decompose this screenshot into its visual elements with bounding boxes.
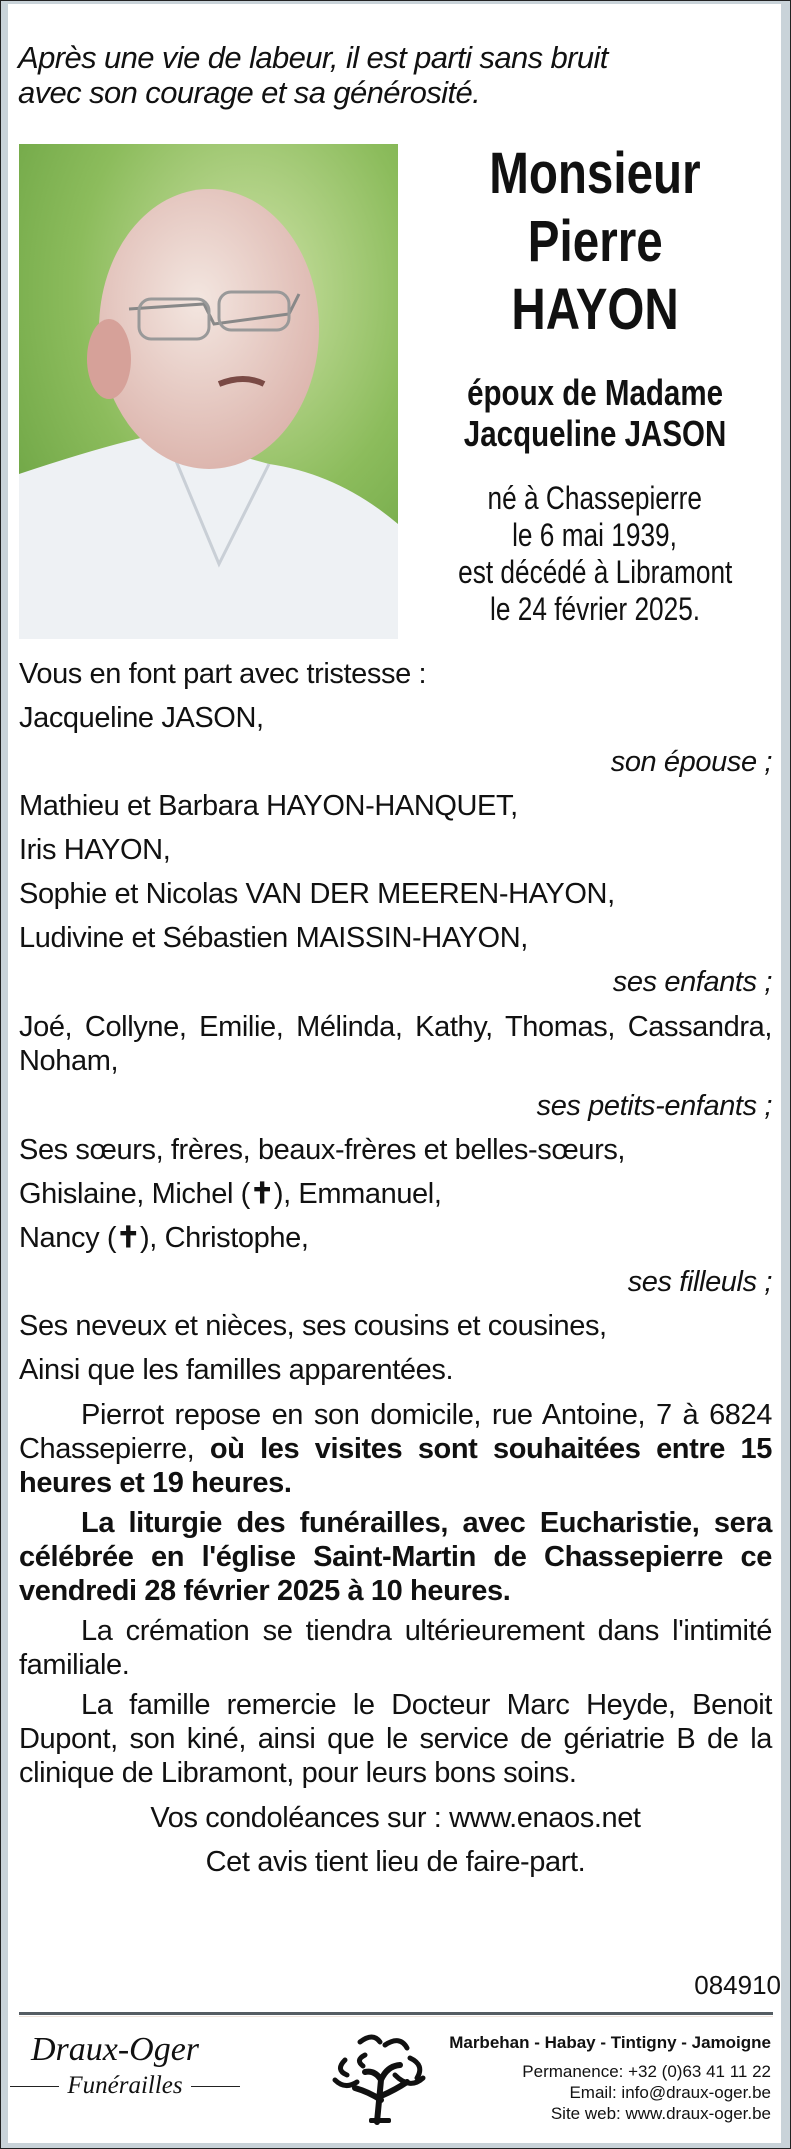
notice-body [19,652,772,1884]
deceased-title: Monsieur [489,141,701,206]
deceased-first-name: Pierre [527,209,663,274]
visit-paragraph [19,1398,772,1500]
website: Site web: www.draux-oger.be [550,2104,771,2123]
liturgy-paragraph: La liturgie des funérailles, avec Eucharistie, sera célébrée en l'église Saint-Martin de Chassepierre ce vendredi 28 février 2025 à 10 heures. [19,1507,772,1607]
text: Nancy ( [19,1222,117,1254]
text: ), Emmanuel, [273,1178,442,1210]
text: Pierrot repose en son domicile, rue Antoine, 7 à 6824 Chassepierre, [19,1399,772,1465]
child-entry: Mathieu et Barbara HAYON-HANQUET, [19,790,518,822]
child-entry: Iris HAYON, [19,834,171,866]
relation-label: ses filleuls ; [627,1266,772,1298]
relation-label: ses enfants ; [612,966,772,998]
child-entry: Sophie et Nicolas VAN DER MEEREN-HAYON, [19,878,615,910]
birth-line: né à Chassepierre [487,480,703,516]
visit-hours: où les visites sont souhaitées entre 15 heures et 19 heures. [19,1433,772,1499]
brand-name: Draux-Oger [30,2031,200,2068]
deceased-last-name: HAYON [511,277,679,342]
reference-number: 084910 [694,1970,781,2000]
brand-subtitle: Funérailles [67,2072,183,2099]
locations: Marbehan - Habay - Tintigny - Jamoigne [449,2033,771,2052]
cross-icon: ✝ [116,1222,141,1254]
godchildren-line [19,1216,772,1260]
email: Email: info@draux-oger.be [569,2083,771,2102]
intro-line: avec son courage et sa générosité. [18,75,481,110]
intro-line: Après une vie de labeur, il est parti sans bruit [18,40,608,75]
tree-icon [325,2030,435,2125]
godchildren-line [19,1172,772,1216]
thanks-paragraph: La famille remercie le Docteur Marc Heyde, Benoit Dupont, son kiné, ainsi que le service de gériatrie B de la clinique de Libramont, pour leurs bons soins. [19,1689,772,1789]
relation-label: ses petits-enfants ; [536,1090,772,1122]
condolences-line: Vos condoléances sur : www.enaos.net [150,1802,641,1834]
relatives-entry: Ainsi que les familles apparentées. [19,1354,454,1386]
spouse-name: Jacqueline JASON, [19,702,264,734]
birth-line: le 24 février 2025. [489,591,701,627]
spouse-line: Jacqueline JASON [463,413,727,454]
grandchildren-list: Joé, Collyne, Emilie, Mélinda, Kathy, Thomas, Cassandra, Noham, [19,1011,772,1077]
birth-line: le 6 mai 1939, [512,517,678,553]
footer-divider-shadow [19,2016,773,2017]
divider [191,2086,240,2087]
divider [10,2086,59,2087]
intro-quote [18,40,608,110]
birth-line: est décédé à Libramont [457,554,733,590]
footer-divider [19,2012,773,2015]
child-entry: Ludivine et Sébastien MAISSIN-HAYON, [19,922,528,954]
funeral-home-contact [449,2032,771,2124]
text: ), Christophe, [140,1222,309,1254]
faire-part-line: Cet avis tient lieu de faire-part. [205,1846,586,1878]
phone: Permanence: +32 (0)63 41 11 22 [522,2062,771,2081]
deceased-header [415,140,775,628]
birth-death-info [415,480,775,628]
spouse-info [415,372,775,454]
funeral-home-logo [30,2030,200,2102]
portrait-photo [19,144,398,639]
family-intro: Vous en font part avec tristesse : [19,658,427,690]
text: Ghislaine, Michel ( [19,1178,250,1210]
relation-label: son épouse ; [610,746,772,778]
cremation-paragraph: La crémation se tiendra ultérieurement dans l'intimité familiale. [19,1615,772,1681]
relatives-entry: Ses neveux et nièces, ses cousins et cousines, [19,1310,607,1342]
spouse-line: époux de Madame [467,372,723,413]
siblings-entry: Ses sœurs, frères, beaux-frères et belles-sœurs, [19,1134,626,1166]
cross-icon: ✝ [249,1178,274,1210]
